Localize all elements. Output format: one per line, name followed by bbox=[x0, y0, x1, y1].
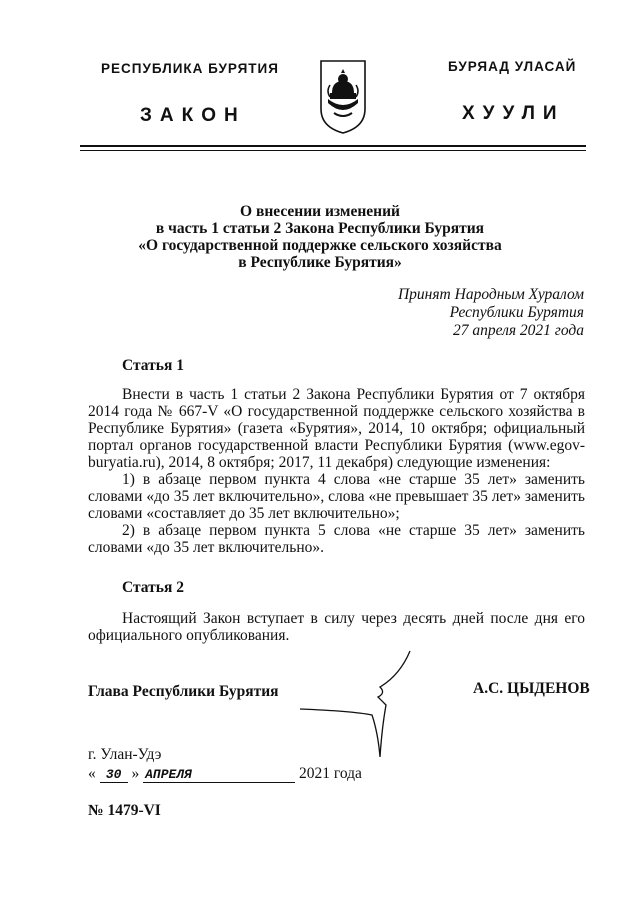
quote-close: » bbox=[131, 765, 140, 782]
title-line-3: «О государственной поддержке сельского хозяйства bbox=[138, 237, 502, 254]
quote-open: « bbox=[88, 765, 96, 782]
adoption-line-1: Принят Народным Хуралом bbox=[397, 286, 584, 303]
date-year: 2021 года bbox=[299, 765, 362, 782]
coat-of-arms-icon bbox=[318, 55, 368, 135]
title-line-2: в часть 1 статьи 2 Закона Республики Бурятия bbox=[155, 220, 485, 237]
adoption-note bbox=[398, 286, 584, 340]
law-number: № 1479-VI bbox=[88, 802, 161, 819]
article-1-heading: Статья 1 bbox=[122, 357, 184, 374]
date-day: 30 bbox=[100, 767, 128, 783]
header-rule-thin bbox=[80, 150, 586, 151]
signatory-position: Глава Республики Бурятия bbox=[88, 683, 279, 700]
adoption-line-3: 27 апреля 2021 года bbox=[452, 322, 584, 339]
article-1-body bbox=[88, 386, 585, 556]
signing-date bbox=[88, 765, 362, 783]
article-1-paragraph-3: 2) в абзаце первом пункта 5 слова «не старше 35 лет» заменить словами «до 35 лет включительно». bbox=[88, 522, 585, 556]
law-title bbox=[60, 203, 580, 271]
title-line-4: в Республике Бурятия» bbox=[238, 254, 402, 271]
republic-name-ru: РЕСПУБЛИКА БУРЯТИЯ bbox=[101, 61, 279, 76]
date-month: АПРЕЛЯ bbox=[143, 767, 295, 783]
law-label-bur: ХУУЛИ bbox=[462, 103, 565, 124]
city: г. Улан-Удэ bbox=[88, 746, 162, 763]
republic-name-bur: БУРЯАД УЛАСАЙ bbox=[448, 59, 577, 74]
header-rule-thick bbox=[80, 145, 586, 147]
article-2-body bbox=[88, 610, 585, 644]
article-2-heading: Статья 2 bbox=[122, 579, 184, 596]
article-2-paragraph-1: Настоящий Закон вступает в силу через десять дней после дня его официального опубликования. bbox=[88, 610, 585, 644]
article-1-paragraph-1: Внести в часть 1 статьи 2 Закона Республики Бурятия от 7 октября 2014 года № 667-V «О государственной поддержке сельского хозяйства в Республике Бурятия» (газета «Бурятия», 2014, 10 октября; официальный портал органов государственной власти Республики Бурятия (www.egov-buryatia.ru), 2014, 8 октября; 2017, 11 декабря) следующие изменения: bbox=[88, 386, 585, 471]
adoption-line-2: Республики Бурятия bbox=[449, 304, 584, 321]
handwritten-signature bbox=[282, 645, 422, 765]
title-line-1: О внесении изменений bbox=[240, 203, 400, 220]
law-label-ru: ЗАКОН bbox=[140, 105, 246, 126]
article-1-paragraph-2: 1) в абзаце первом пункта 4 слова «не старше 35 лет» заменить словами «до 35 лет включительно», слова «не превышает 35 лет» заменить словами «составляет до 35 лет включительно»; bbox=[88, 471, 585, 522]
signatory-name: А.С. ЦЫДЕНОВ bbox=[473, 680, 590, 697]
